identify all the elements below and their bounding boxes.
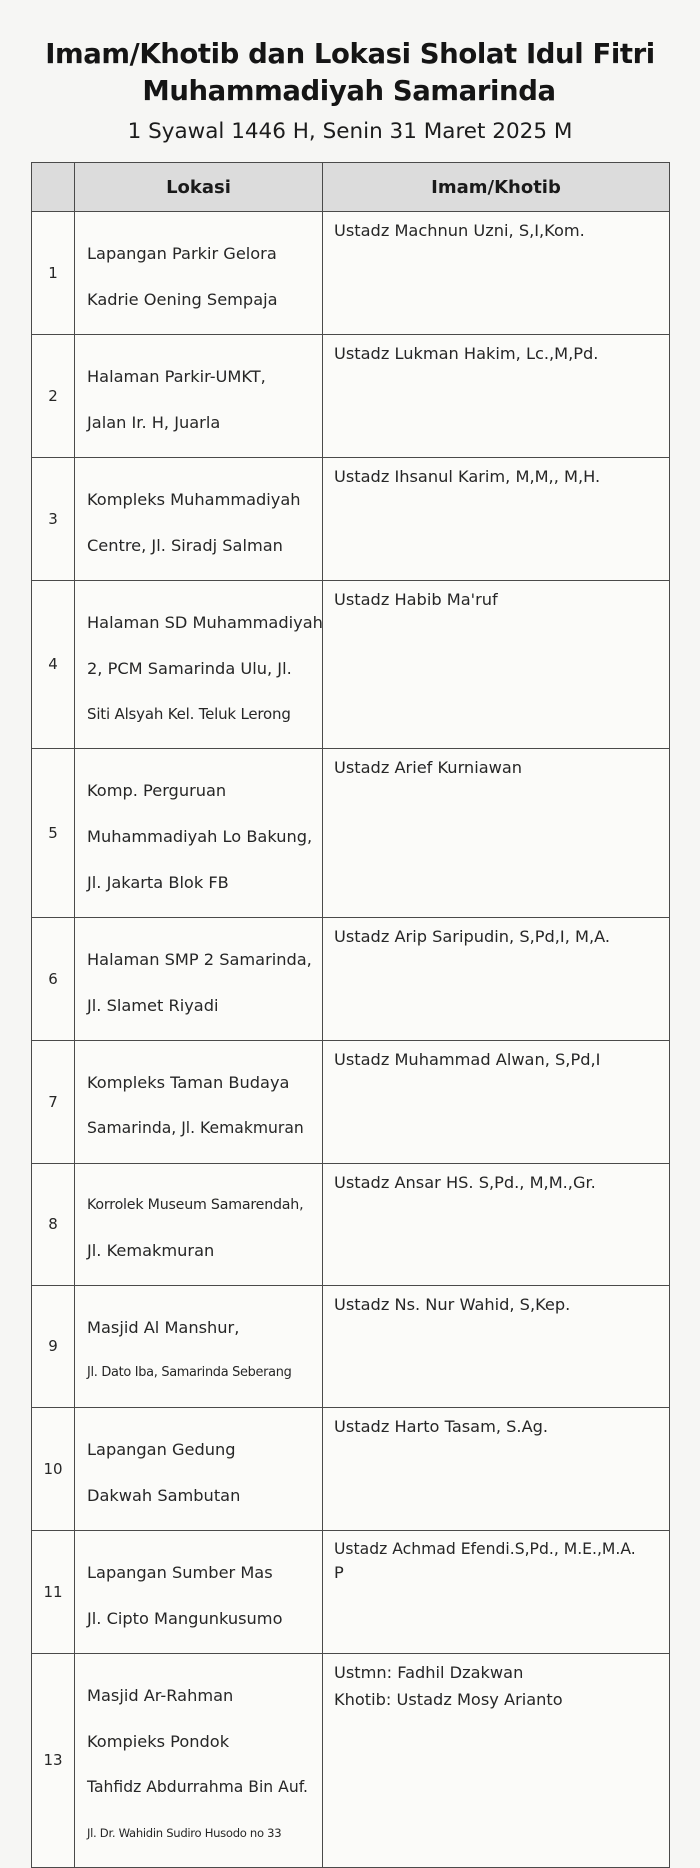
location-cell: [75, 1286, 323, 1408]
page-subtitle: 1 Syawal 1446 H, Senin 31 Maret 2025 M: [127, 119, 573, 144]
table-header-row: [32, 163, 670, 212]
table-row: [32, 1654, 670, 1868]
imam-cell: [323, 918, 670, 1041]
imam-cell: [323, 1041, 670, 1164]
column-header-lokasi: Lokasi: [75, 163, 323, 212]
imam-cell: [323, 1164, 670, 1286]
row-number: 10: [32, 1408, 75, 1531]
location-line: Jl. Cipto Mangunkusumo: [87, 1609, 283, 1628]
table-row: [32, 1041, 670, 1164]
column-header-no: [32, 163, 75, 212]
imam-location-table: [31, 162, 670, 1868]
location-line: Kompleks Muhammadiyah: [87, 490, 301, 509]
imam-line: Khotib: Ustadz Mosy Arianto: [334, 1690, 563, 1709]
location-line: Komp. Perguruan: [87, 781, 227, 800]
row-number: 4: [32, 581, 75, 749]
table-row: [32, 918, 670, 1041]
table-row: [32, 212, 670, 335]
imam-cell: [323, 749, 670, 918]
location-line: Jl. Kemakmuran: [87, 1241, 215, 1260]
location-line: Halaman Parkir-UMKT,: [87, 367, 266, 386]
location-line: 2, PCM Samarinda Ulu, Jl.: [87, 659, 292, 678]
location-line: Kompieks Pondok: [87, 1732, 230, 1751]
table-row: [32, 1531, 670, 1654]
location-line: Masjid Al Manshur,: [87, 1318, 240, 1337]
imam-line: Ustadz Habib Ma'ruf: [334, 590, 498, 609]
imam-line: Ustadz Harto Tasam, S.Ag.: [334, 1417, 549, 1436]
location-cell: [75, 918, 323, 1041]
table-row: [32, 1164, 670, 1286]
location-line: Dakwah Sambutan: [87, 1486, 241, 1505]
location-line: Kompleks Taman Budaya: [87, 1073, 290, 1092]
row-number: 3: [32, 458, 75, 581]
location-line: Tahfidz Abdurrahma Bin Auf.: [87, 1778, 309, 1796]
location-line: Masjid Ar-Rahman: [87, 1686, 234, 1705]
imam-line: Ustadz Ansar HS. S,Pd., M,M.,Gr.: [334, 1173, 596, 1192]
imam-line: Ustadz Arief Kurniawan: [334, 758, 523, 777]
row-number: 11: [32, 1531, 75, 1654]
location-cell: [75, 581, 323, 749]
imam-cell: [323, 458, 670, 581]
imam-cell: [323, 1531, 670, 1654]
table-row: [32, 1286, 670, 1408]
location-cell: [75, 1654, 323, 1868]
location-line: Siti Alsyah Kel. Teluk Lerong: [87, 705, 291, 723]
page-title-line1: Imam/Khotib dan Lokasi Sholat Idul Fitri: [45, 38, 655, 70]
table-row: [32, 581, 670, 749]
location-line: Jl. Jakarta Blok FB: [87, 873, 229, 892]
location-cell: [75, 1408, 323, 1531]
location-cell: [75, 458, 323, 581]
page-title-line2: Muhammadiyah Samarinda: [142, 75, 556, 107]
imam-cell: [323, 335, 670, 458]
location-line: Jl. Slamet Riyadi: [87, 996, 219, 1015]
location-line: Lapangan Gedung: [87, 1440, 236, 1459]
row-number: 5: [32, 749, 75, 918]
location-line: Muhammadiyah Lo Bakung,: [87, 827, 313, 846]
imam-line: Ustmn: Fadhil Dzakwan: [334, 1663, 524, 1682]
location-line: Halaman SD Muhammadiyah: [87, 613, 323, 632]
row-number: 1: [32, 212, 75, 335]
imam-line: Ustadz Arip Saripudin, S,Pd,I, M,A.: [334, 927, 611, 946]
imam-line: P: [334, 1563, 344, 1582]
location-line: Centre, Jl. Siradj Salman: [87, 536, 283, 555]
location-cell: [75, 1164, 323, 1286]
table-row: [32, 749, 670, 918]
table-row: [32, 335, 670, 458]
location-cell: [75, 1531, 323, 1654]
row-number: 9: [32, 1286, 75, 1408]
imam-line: Ustadz Muhammad Alwan, S,Pd,I: [334, 1050, 601, 1069]
location-cell: [75, 749, 323, 918]
imam-line: Ustadz Achmad Efendi.S,Pd., M.E.,M.A.: [334, 1540, 636, 1558]
location-line: Jl. Dr. Wahidin Sudiro Husodo no 33: [87, 1826, 282, 1840]
row-number: 6: [32, 918, 75, 1041]
location-cell: [75, 1041, 323, 1164]
imam-line: Ustadz Machnun Uzni, S,I,Kom.: [334, 221, 585, 240]
location-line: Halaman SMP 2 Samarinda,: [87, 950, 312, 969]
imam-cell: [323, 1286, 670, 1408]
imam-line: Ustadz Ns. Nur Wahid, S,Kep.: [334, 1295, 571, 1314]
row-number: 8: [32, 1164, 75, 1286]
location-line: Jl. Dato Iba, Samarinda Seberang: [87, 1365, 292, 1380]
imam-cell: [323, 581, 670, 749]
imam-cell: [323, 1654, 670, 1868]
row-number: 2: [32, 335, 75, 458]
location-line: Kadrie Oening Sempaja: [87, 290, 278, 309]
imam-line: Ustadz Ihsanul Karim, M,M,, M,H.: [334, 467, 601, 486]
imam-line: Ustadz Lukman Hakim, Lc.,M,Pd.: [334, 344, 599, 363]
location-cell: [75, 212, 323, 335]
location-line: Korrolek Museum Samarendah,: [87, 1197, 304, 1213]
table-row: [32, 1408, 670, 1531]
location-line: Jalan Ir. H, Juarla: [87, 413, 221, 432]
row-number: 7: [32, 1041, 75, 1164]
row-number: 13: [32, 1654, 75, 1868]
location-line: Samarinda, Jl. Kemakmuran: [87, 1119, 304, 1137]
table-row: [32, 458, 670, 581]
column-header-imam: Imam/Khotib: [323, 163, 670, 212]
imam-cell: [323, 1408, 670, 1531]
location-line: Lapangan Parkir Gelora: [87, 244, 277, 263]
imam-cell: [323, 212, 670, 335]
location-cell: [75, 335, 323, 458]
location-line: Lapangan Sumber Mas: [87, 1563, 273, 1582]
